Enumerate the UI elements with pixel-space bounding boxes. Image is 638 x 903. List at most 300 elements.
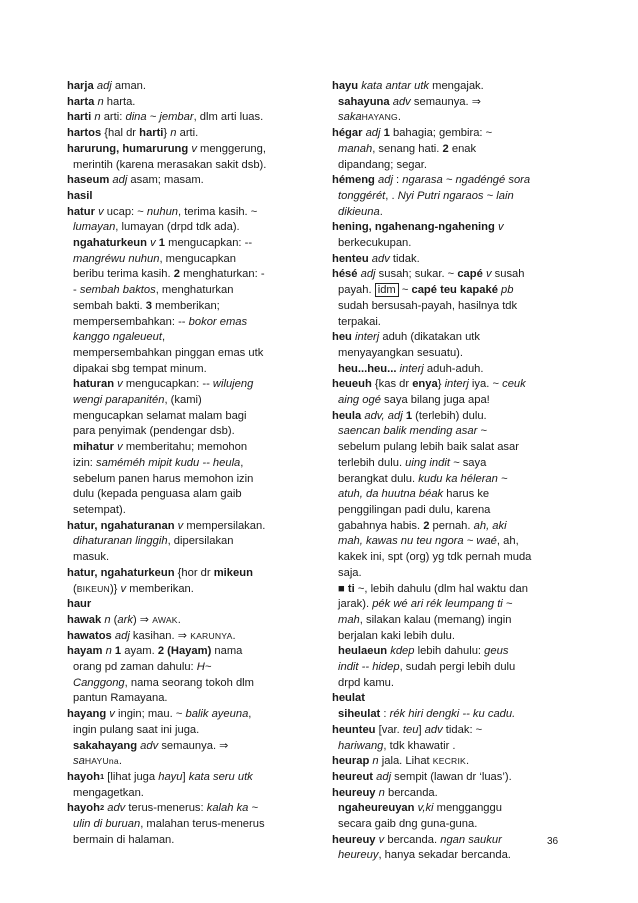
italic-text: adj <box>112 174 128 187</box>
definition-text: susah <box>491 268 525 281</box>
definition-text: mengucapkan selamat malam bagi <box>73 409 247 422</box>
italic-text: dikieuna <box>338 205 380 218</box>
headword: 1 <box>383 127 390 140</box>
headword: 1 <box>405 409 413 422</box>
italic-text: interj <box>399 362 424 375</box>
definition-text: saja. <box>338 566 362 579</box>
entry-line <box>332 315 570 331</box>
definition-text: asam; masam. <box>127 174 204 187</box>
definition-text: terpakai. <box>338 315 381 328</box>
italic-text: adj <box>96 80 112 92</box>
dictionary-entry <box>332 786 570 802</box>
dictionary-entry <box>67 205 304 236</box>
dictionary-column-left <box>67 79 304 848</box>
definition-text: , tdk khawatir . <box>383 739 456 752</box>
definition-text: sempit (lawan dr ‘luas’). <box>391 770 512 783</box>
headword: heu...heu... <box>338 362 397 375</box>
entry-line <box>67 189 304 205</box>
definition-text: bahagia; gembira: ~ <box>389 127 493 140</box>
italic-text: adv <box>371 252 390 265</box>
definition-text: aman. <box>111 80 146 92</box>
italic-text: saméméh mipit kudu -- heula <box>96 456 241 469</box>
definition-text: orang pd zaman dahulu: <box>73 661 197 674</box>
definition-text: payah. <box>338 284 375 297</box>
entry-line <box>67 519 304 535</box>
italic-text: adv <box>107 802 126 815</box>
definition-text: bermain di halaman. <box>73 833 175 846</box>
italic-text: saka <box>338 111 362 124</box>
definition-text: mengagetkan. <box>73 786 144 799</box>
headword: hayam <box>67 645 103 658</box>
headword: heunteu <box>332 723 376 736</box>
italic-text: ulin di buruan <box>73 818 141 831</box>
definition-text: dipandang; segar. <box>338 158 427 171</box>
definition-text: : <box>392 174 403 187</box>
entry-line <box>332 629 570 645</box>
headword: 2 <box>423 519 430 532</box>
definition-text: [var. <box>375 723 403 736</box>
italic-text: v,ki <box>417 802 434 815</box>
entry-line <box>67 629 304 645</box>
entry-line <box>332 739 570 755</box>
italic-text: balik ayeuna <box>185 708 249 721</box>
headword: ngaheureuyan <box>338 802 415 815</box>
entry-line <box>332 503 570 519</box>
headword: enya <box>412 378 438 391</box>
entry-line <box>67 754 304 770</box>
italic-text: interj <box>355 331 380 344</box>
cross-reference: BIKEUN <box>76 583 110 594</box>
page-number: 36 <box>547 836 559 847</box>
definition-text: {hor dr <box>174 566 214 579</box>
entry-line <box>332 660 570 676</box>
headword: hayoh <box>67 770 100 783</box>
definition-text: enak <box>448 142 477 155</box>
definition-text: nama <box>211 645 243 658</box>
sub-entry <box>332 707 570 723</box>
headword: 1 <box>114 645 122 658</box>
italic-text: ark <box>117 613 133 626</box>
definition-text: : <box>380 708 390 721</box>
cross-reference: AWAK <box>152 614 178 625</box>
definition-text: ingin pulang saat ini juga. <box>73 723 200 736</box>
idiom-label: idm <box>375 283 399 297</box>
headword: hayu <box>332 80 359 92</box>
italic-text: nuhun <box>146 205 179 218</box>
dictionary-entry <box>332 126 570 173</box>
italic-text: dina ~ jembar <box>125 111 194 124</box>
definition-text: . <box>465 755 470 768</box>
entry-line <box>67 424 304 440</box>
dictionary-entry <box>332 220 570 251</box>
headword: heureuy <box>332 786 376 799</box>
definition-text: )} <box>109 582 121 595</box>
definition-text: , (kami) <box>164 394 202 407</box>
entry-line <box>332 110 570 126</box>
dictionary-entry <box>67 173 304 189</box>
entry-line <box>67 660 304 676</box>
entry-line <box>67 644 304 660</box>
definition-text: , mengucapkan <box>159 252 236 265</box>
entry-line <box>332 252 570 268</box>
definition-text: - <box>73 284 80 297</box>
entry-line <box>332 189 570 205</box>
entry-line <box>67 377 304 393</box>
entry-line <box>332 472 570 488</box>
entry-line <box>332 299 570 315</box>
headword: ti <box>347 582 355 595</box>
italic-text: ceuk <box>502 378 526 391</box>
headword: ngahaturkeun <box>73 237 147 250</box>
definition-text: , senang hati. <box>372 142 443 155</box>
definition-text: dulu (kepada penguasa alam gaib <box>73 488 242 501</box>
headword: hémeng <box>332 174 375 187</box>
italic-text: n <box>170 127 177 140</box>
entry-line <box>67 566 304 582</box>
headword: heurap <box>332 755 370 768</box>
headword: hawatos <box>67 629 112 642</box>
definition-text: mempersembahkan pinggan emas utk <box>73 346 264 359</box>
entry-line <box>67 220 304 236</box>
headword: heu <box>332 331 352 344</box>
dictionary-entry <box>67 801 304 848</box>
entry-line <box>67 330 304 346</box>
definition-text: , ah, <box>496 535 519 548</box>
dictionary-entry <box>67 110 304 126</box>
definition-text: , hanya sekadar bercanda. <box>378 849 511 862</box>
entry-line <box>332 393 570 409</box>
italic-text: rék hiri dengki -- ku cadu. <box>389 708 516 721</box>
headword: hégar <box>332 127 363 140</box>
definition-text: sembah bakti. <box>73 299 146 312</box>
italic-text: v <box>117 378 123 391</box>
definition-text: mengucapkan: -- <box>165 237 253 250</box>
italic-text: kalah ka ~ <box>206 802 259 815</box>
dictionary-entry <box>332 754 570 770</box>
italic-text: saencan balik mending asar ~ <box>338 425 487 438</box>
definition-text: . <box>232 629 236 642</box>
entry-line <box>332 440 570 456</box>
dictionary-entry <box>67 126 304 142</box>
definition-text: kasihan. ⇒ <box>129 629 191 642</box>
definition-text: mengajak. <box>429 80 484 92</box>
definition-text: , lumayan (drpd tdk ada). <box>115 221 240 234</box>
italic-text: Nyi Putri ngaraos ~ lain <box>397 189 514 202</box>
dictionary-entry <box>332 409 570 645</box>
italic-text: hariwang <box>338 739 384 752</box>
homonym-number: 1 <box>99 771 105 781</box>
headword: hatur <box>67 205 95 218</box>
entry-line <box>332 424 570 440</box>
entry-line <box>67 613 304 629</box>
entry-line <box>67 236 304 252</box>
dictionary-entry <box>67 613 304 629</box>
headword: harta <box>67 95 95 108</box>
definition-text: berkecukupan. <box>338 237 412 250</box>
entry-line <box>67 252 304 268</box>
definition-text: jala. Lihat <box>378 755 433 768</box>
definition-text: saya <box>459 456 487 469</box>
definition-text: terlebih dulu. <box>338 456 406 469</box>
headword: hatur, ngahaturkeun <box>67 566 175 579</box>
italic-text: indit -- hidep <box>338 661 400 674</box>
sub-entry <box>332 644 570 691</box>
definition-text: semaunya. ⇒ <box>158 739 229 752</box>
headword: siheulat <box>338 708 381 721</box>
headword: hening, ngahenang-ngahening <box>332 221 495 234</box>
entry-line <box>332 582 570 598</box>
definition-text: arti: <box>100 111 126 124</box>
entry-line <box>67 205 304 221</box>
entry-line <box>332 158 570 174</box>
italic-text: aing ogé <box>338 394 381 407</box>
dictionary-entry <box>332 252 570 268</box>
entry-line <box>67 299 304 315</box>
definition-text: ucap: ~ <box>103 205 147 218</box>
entry-line <box>67 503 304 519</box>
sub-entry <box>67 236 304 377</box>
entry-line <box>332 550 570 566</box>
definition-text: izin: <box>73 456 97 469</box>
italic-text: sembah baktos <box>79 284 156 297</box>
definition-text: gabahnya habis. <box>338 519 424 532</box>
homonym-number: 2 <box>99 803 105 813</box>
dictionary-entry <box>332 173 570 220</box>
definition-text: aduh-aduh. <box>423 362 484 375</box>
headword: hatur, ngahaturanan <box>67 519 175 532</box>
definition-text: sudah bersusah-payah, hasilnya tdk <box>338 299 518 312</box>
definition-text: berangkat dulu. <box>338 472 419 485</box>
entry-line <box>332 644 570 660</box>
headword: henteu <box>332 252 369 265</box>
definition-text: . <box>177 613 181 626</box>
italic-text: kanggo ngaleueut <box>73 331 162 344</box>
dictionary-entry <box>332 691 570 707</box>
definition-text: arti. <box>176 127 199 140</box>
italic-text: v <box>177 519 184 532</box>
definition-text: , malahan terus-menerus <box>140 818 265 831</box>
definition-text: masuk. <box>73 551 110 564</box>
italic-text: ah, aki <box>473 519 507 532</box>
entry-line <box>332 707 570 723</box>
definition-text: setempat). <box>73 503 126 516</box>
definition-text: sebelum panen harus memohon izin <box>73 472 254 485</box>
headword: harurung, humarurung <box>67 142 189 155</box>
italic-text: wilujeng <box>212 378 254 391</box>
italic-text: adv <box>140 739 159 752</box>
entry-line <box>332 377 570 393</box>
dictionary-entry <box>332 377 570 408</box>
definition-text: ~, lebih dahulu (dlm hal waktu dan <box>354 582 528 595</box>
italic-text: adv <box>392 95 411 108</box>
definition-text: ( <box>110 613 118 626</box>
entry-line <box>332 848 570 864</box>
headword: 3 <box>145 299 152 312</box>
headword: hawak <box>67 613 102 626</box>
definition-text: tidak: ~ <box>442 723 483 736</box>
headword: haturan <box>73 378 115 391</box>
definition-text: . <box>118 755 122 768</box>
definition-text: menghaturkan: - <box>179 268 265 281</box>
definition-text: iya. ~ <box>468 378 503 391</box>
definition-text: . <box>397 111 401 124</box>
italic-text: kudu ka héleran ~ <box>418 472 508 485</box>
dictionary-entry <box>67 629 304 645</box>
entry-line <box>332 236 570 252</box>
headword: heula <box>332 409 362 422</box>
entry-line <box>332 330 570 346</box>
definition-text: memberikan; <box>152 299 220 312</box>
headword: harti <box>139 127 164 140</box>
italic-text: n <box>372 755 379 768</box>
definition-text: , menghaturkan <box>155 284 234 297</box>
dictionary-entry <box>67 644 304 707</box>
entry-line <box>332 770 570 786</box>
definition-text: ~ <box>398 284 412 297</box>
entry-line <box>332 95 570 111</box>
italic-text: kata seru utk <box>188 770 253 783</box>
definition-text: pantun Ramayana. <box>73 692 168 705</box>
definition-text: beribu terima kasih. <box>73 268 174 281</box>
entry-line <box>67 723 304 739</box>
italic-text: kata antar utk <box>361 80 430 92</box>
entry-line <box>67 409 304 425</box>
definition-text: mengganggu <box>433 802 502 815</box>
entry-line <box>332 519 570 535</box>
dictionary-entry <box>67 189 304 205</box>
entry-line <box>67 158 304 174</box>
dictionary-entry <box>332 267 570 330</box>
definition-text: jarak). <box>338 598 373 611</box>
italic-text: bokor emas <box>188 315 248 328</box>
entry-line <box>67 315 304 331</box>
italic-text: ngan saukur <box>440 833 502 846</box>
entry-line <box>332 456 570 472</box>
headword: sakahayang <box>73 739 138 752</box>
definition-text: aduh (dikatakan utk <box>379 331 481 344</box>
entry-line <box>67 346 304 362</box>
italic-text: geus <box>484 645 509 658</box>
italic-text: adj <box>114 629 130 642</box>
italic-text: adv <box>424 723 443 736</box>
italic-text: pék wé ari rék leumpang ti ~ <box>372 598 513 611</box>
definition-text: {kas dr <box>371 378 413 391</box>
entry-line <box>67 393 304 409</box>
definition-text: tidak. <box>389 252 420 265</box>
definition-text: mengucapkan: -- <box>122 378 213 391</box>
italic-text: pb <box>501 284 514 297</box>
definition-text: merintih (karena merasakan sakit dsb). <box>73 158 267 171</box>
definition-text: ■ <box>338 582 348 595</box>
italic-text: ngarasa ~ ngadéngé sora <box>402 174 531 187</box>
headword: capé <box>457 268 483 281</box>
headword: haseum <box>67 174 110 187</box>
entry-line <box>332 79 570 95</box>
headword: hésé <box>332 268 358 281</box>
sub-entry <box>332 801 570 832</box>
italic-text: H~ <box>196 661 212 674</box>
entry-line <box>67 126 304 142</box>
headword: harti <box>67 111 92 124</box>
entry-line <box>332 409 570 425</box>
entry-line <box>67 786 304 802</box>
entry-line <box>332 126 570 142</box>
definition-text: menyayangkan sesuatu). <box>338 346 464 359</box>
dictionary-entry <box>67 770 304 801</box>
headword: heueuh <box>332 378 372 391</box>
entry-line <box>67 142 304 158</box>
dictionary-entry <box>332 833 570 864</box>
italic-text: mah, kawas nu teu ngora ~ waé <box>338 535 497 548</box>
headword: 1 <box>158 237 166 250</box>
headword: heulaeun <box>338 645 388 658</box>
italic-text: kdep <box>390 645 415 658</box>
italic-text: adj <box>376 770 392 783</box>
definition-text: memberikan. <box>126 582 194 595</box>
italic-text: manah <box>338 142 373 155</box>
headword: hartos <box>67 127 102 140</box>
italic-text: n <box>104 613 111 626</box>
cross-reference: KECRIK <box>432 756 466 767</box>
dictionary-entry <box>67 566 304 597</box>
entry-line <box>332 205 570 221</box>
dictionary-entry <box>332 770 570 786</box>
entry-line <box>332 487 570 503</box>
entry-line <box>67 79 304 95</box>
entry-line <box>332 267 570 283</box>
entry-line <box>332 833 570 849</box>
italic-text: n <box>97 95 104 108</box>
definition-text: penggilingan padi dulu, karena <box>338 503 491 516</box>
italic-text: mangréwu nuhun <box>73 252 160 265</box>
definition-text: harta. <box>103 95 136 108</box>
cross-reference: HAYUna <box>84 756 119 767</box>
definition-text: mempersilakan. <box>183 519 266 532</box>
italic-text: interj <box>444 378 469 391</box>
headword: mihatur <box>73 441 115 454</box>
entry-line <box>67 676 304 692</box>
entry-line <box>67 487 304 503</box>
entry-line <box>67 283 304 299</box>
dictionary-entry <box>67 597 304 613</box>
entry-line <box>67 95 304 111</box>
entry-line <box>332 676 570 692</box>
definition-text: ingin; mau. ~ <box>114 708 186 721</box>
definition-text: {hal dr <box>101 127 140 140</box>
definition-text: , dlm arti luas. <box>193 111 264 124</box>
entry-line <box>67 691 304 707</box>
dictionary-entry <box>332 79 570 95</box>
entry-line <box>67 801 304 817</box>
dictionary-column-right <box>332 79 570 864</box>
headword: heulat <box>332 692 365 705</box>
entry-line <box>332 142 570 158</box>
definition-text: , terima kasih. ~ <box>178 205 258 218</box>
italic-text: n <box>105 645 112 658</box>
entry-line <box>332 220 570 236</box>
entry-line <box>332 613 570 629</box>
definition-text: pernah. <box>429 519 474 532</box>
entry-line <box>332 597 570 613</box>
definition-text: bercanda. <box>384 833 441 846</box>
definition-text: , sudah pergi lebih dulu <box>399 661 516 674</box>
definition-text: [lihat juga <box>104 770 159 783</box>
definition-text: sebelum pulang lebih baik salat asar <box>338 441 519 454</box>
italic-text: v <box>497 221 504 234</box>
dictionary-entry <box>67 707 304 738</box>
entry-line <box>67 817 304 833</box>
definition-text: lebih dahulu: <box>414 645 485 658</box>
